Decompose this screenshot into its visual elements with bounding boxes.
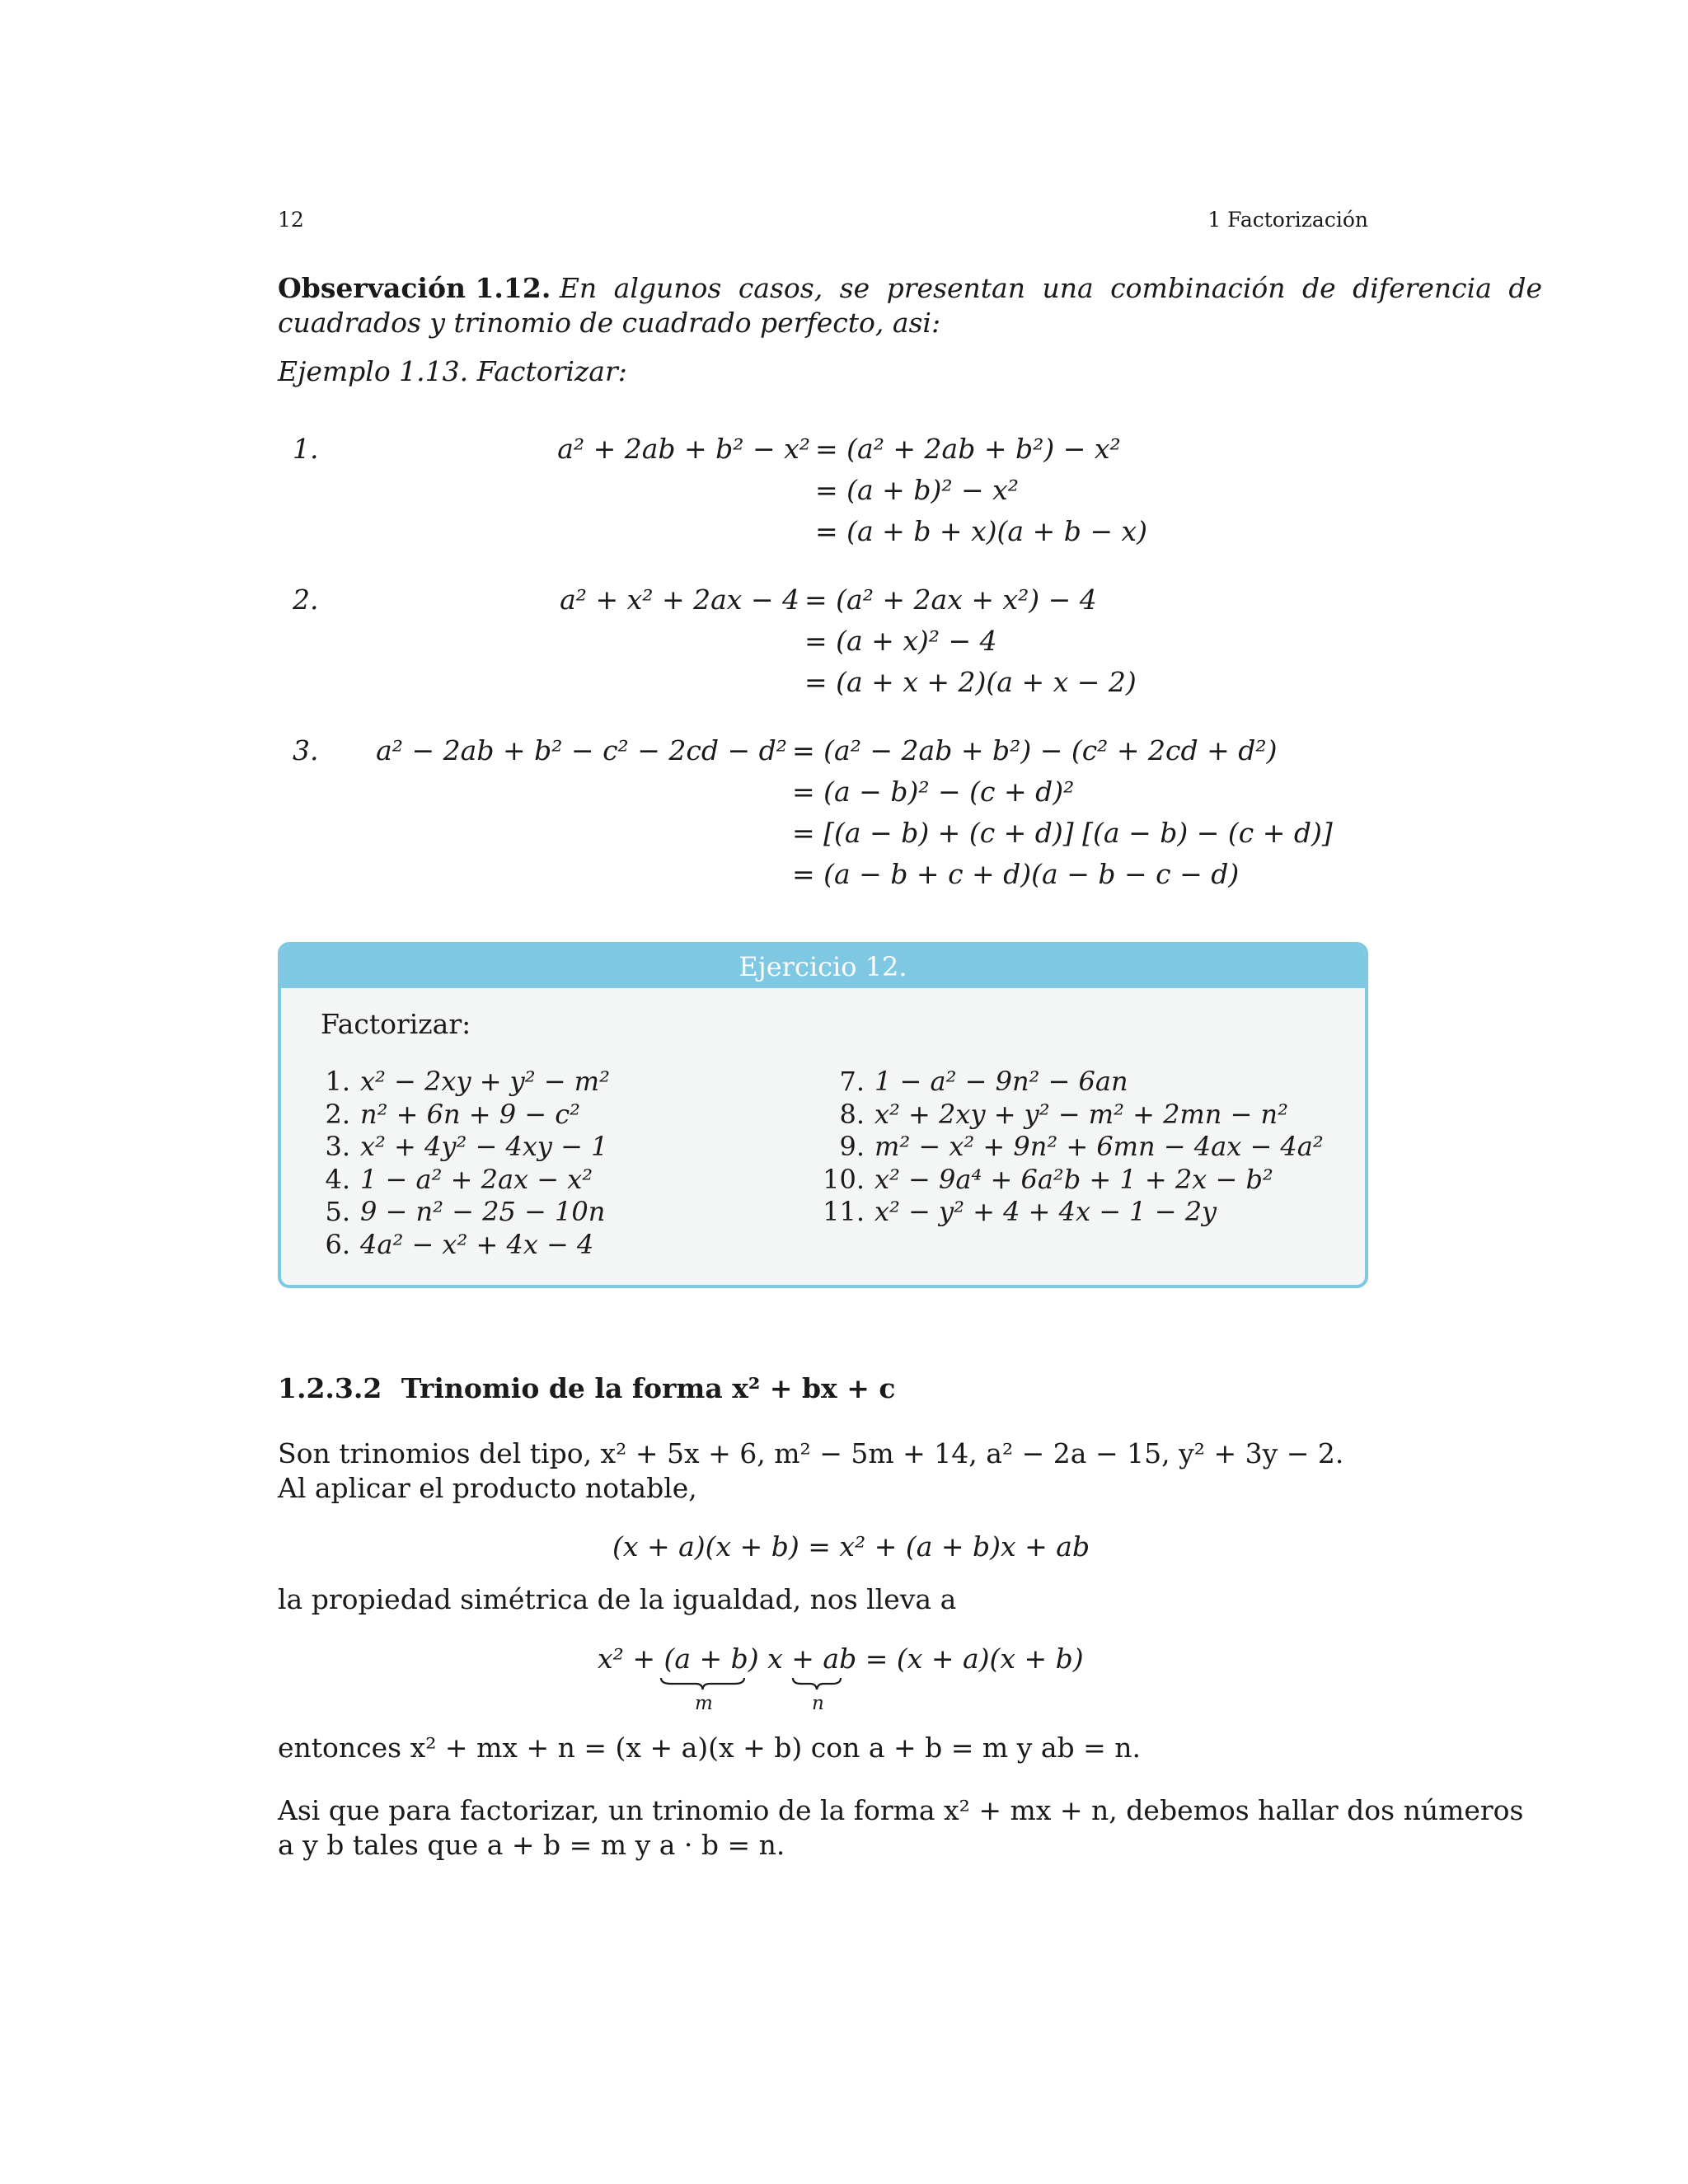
example-2-rhs-2: = (a + x)² − 4 — [804, 625, 997, 657]
paragraph-2: la propiedad simétrica de la igualdad, nos lleva a — [278, 1583, 957, 1615]
underbrace-m — [659, 1676, 746, 1691]
example-1-lhs: a² + 2ab + b² − x² — [557, 433, 810, 465]
example-3-rhs-2: = (a − b)² − (c + d)² — [792, 776, 1075, 808]
underbrace-term-n: ab — [823, 1643, 857, 1675]
list-item: 11. x² − y² + 4 + 4x − 1 − 2y — [823, 1196, 1217, 1227]
paragraph-1-line-2: Al aplicar el producto notable, — [278, 1472, 697, 1504]
list-item: 4. 1 − a² + 2ax − x² — [325, 1163, 593, 1195]
list-item: 1. x² − 2xy + y² − m² — [325, 1066, 610, 1097]
paragraph-1-line-1: Son trinomios del tipo, x² + 5x + 6, m² − 5m + 14, a² − 2a − 15, y² + 3y − 2. — [278, 1437, 1344, 1469]
list-item: 5. 9 − n² − 25 − 10n — [325, 1196, 606, 1227]
observation-line-1 — [278, 271, 1542, 306]
paragraph-4-line-2: a y b tales que a + b = m y a · b = n. — [278, 1829, 785, 1861]
example-3-rhs-1: = (a² − 2ab + b²) − (c² + 2cd + d²) — [792, 734, 1278, 766]
example-2-lhs: a² + x² + 2ax − 4 — [560, 583, 799, 616]
underbrace-n — [791, 1676, 842, 1691]
observation-text-1: En algunos casos, se presentan una combinación de diferencia de — [559, 272, 1543, 304]
example-2-number: 2. — [293, 583, 319, 616]
paragraph-3: entonces x² + mx + n = (x + a)(x + b) con a + b = m y ab = n. — [278, 1732, 1141, 1764]
display-equation-2: x² + (a + b) x + ab = (x + a)(x + b) — [598, 1643, 1084, 1675]
example-label: Ejemplo 1.13. Factorizar: — [278, 355, 627, 387]
exercise-list-right — [818, 1066, 1324, 1229]
exercise-title: Ejercicio 12. — [281, 945, 1365, 988]
list-item: 7. 1 − a² − 9n² − 6an — [839, 1066, 1128, 1097]
example-3-rhs-3: = [(a − b) + (c + d)] [(a − b) − (c + d)] — [792, 817, 1333, 849]
list-item: 10. x² − 9a⁴ + 6a²b + 1 + 2x − b² — [823, 1163, 1273, 1195]
list-item: 6. 4a² − x² + 4x − 4 — [325, 1228, 594, 1260]
observation-text-2: cuadrados y trinomio de cuadrado perfecto, asi: — [278, 307, 941, 339]
paragraph-4-line-1: Asi que para factorizar, un trinomio de la forma x² + mx + n, debemos hallar dos números — [278, 1794, 1524, 1826]
section-number: 1.2.3.2 — [278, 1372, 382, 1404]
example-1-rhs-1: = (a² + 2ab + b²) − x² — [815, 433, 1121, 465]
example-3-lhs: a² − 2ab + b² − c² − 2cd − d² — [376, 734, 787, 766]
underbrace-label-n: n — [812, 1693, 824, 1714]
section-heading — [278, 1372, 895, 1404]
running-header: 1 Factorización — [1207, 208, 1368, 232]
exercise-box — [278, 942, 1368, 1288]
section-title: Trinomio de la forma x² + bx + c — [401, 1372, 896, 1404]
list-item: 2. n² + 6n + 9 − c² — [325, 1098, 580, 1130]
example-1-rhs-3: = (a + b + x)(a + b − x) — [815, 515, 1147, 547]
example-1-number: 1. — [293, 433, 319, 465]
example-3-number: 3. — [293, 734, 319, 766]
list-item: 9. m² − x² + 9n² + 6mn − 4ax − 4a² — [839, 1131, 1324, 1162]
underbrace-term-m: (a + b) — [663, 1643, 759, 1675]
example-2-rhs-1: = (a² + 2ax + x²) − 4 — [804, 583, 1097, 616]
underbrace-label-m: m — [695, 1693, 713, 1714]
list-item: 3. x² + 4y² − 4xy − 1 — [325, 1131, 608, 1162]
display-equation-1: (x + a)(x + b) = x² + (a + b)x + ab — [612, 1530, 1090, 1563]
list-item: 8. x² + 2xy + y² − m² + 2mn − n² — [839, 1098, 1288, 1130]
exercise-instruction: Factorizar: — [321, 1008, 471, 1040]
exercise-list-left — [314, 1066, 610, 1261]
example-2-rhs-3: = (a + x + 2)(a + x − 2) — [804, 666, 1137, 698]
example-3-rhs-4: = (a − b + c + d)(a − b − c − d) — [792, 858, 1240, 890]
page-number: 12 — [278, 208, 304, 232]
observation-label: Observación 1.12. — [278, 272, 551, 304]
example-1-rhs-2: = (a + b)² − x² — [815, 474, 1020, 506]
